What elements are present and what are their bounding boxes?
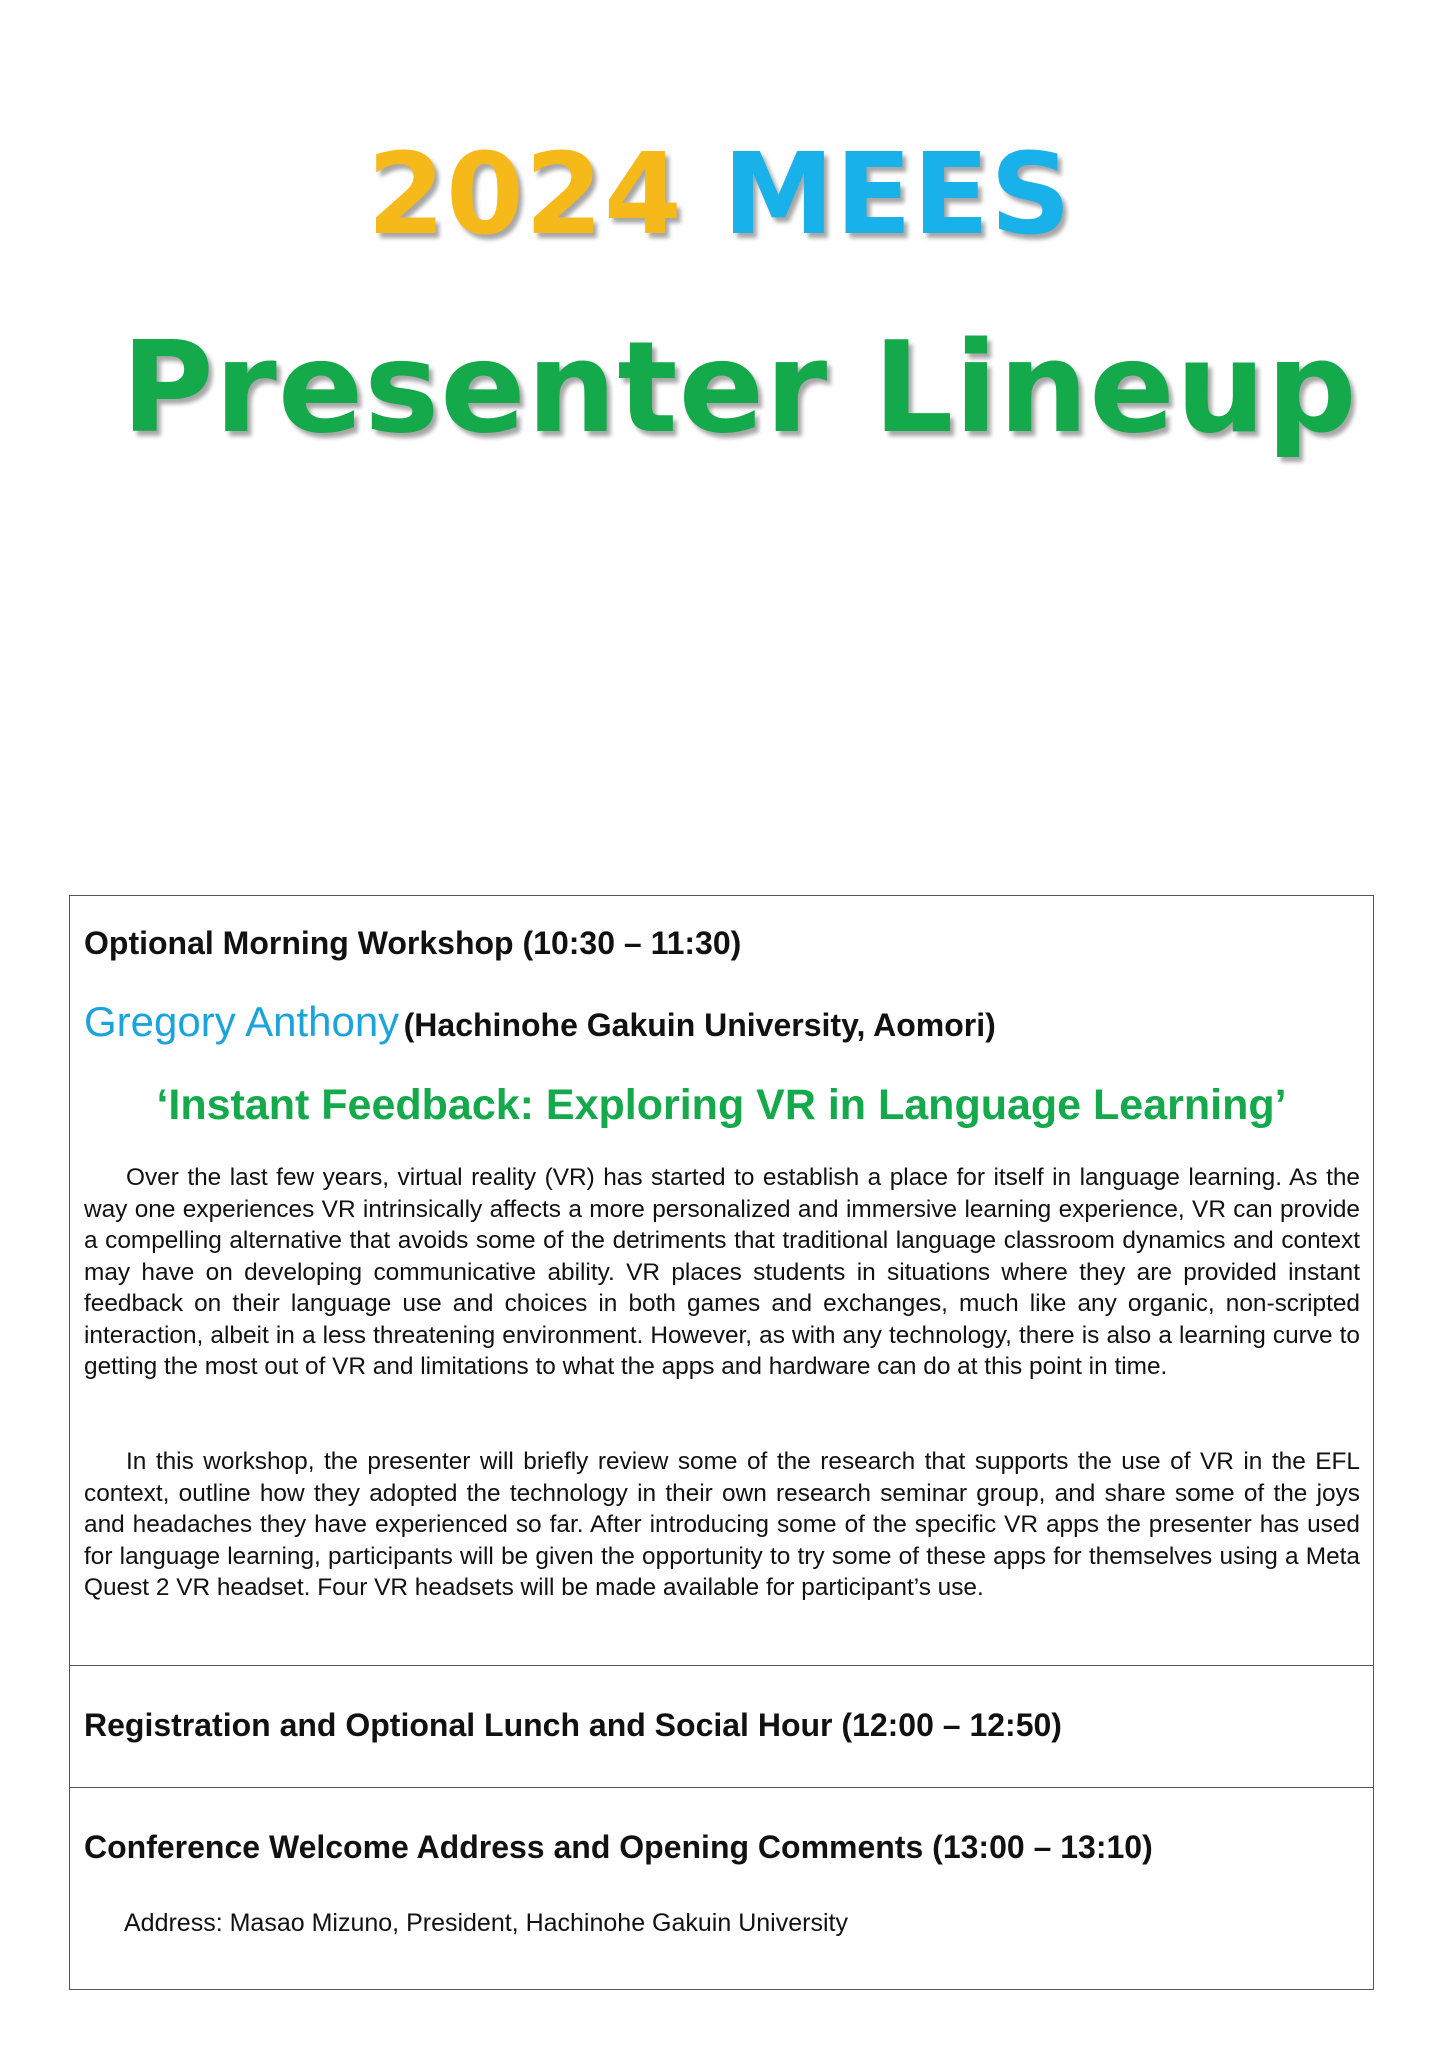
abstract-paragraph-1: Over the last few years, virtual reality (VR) has started to establish a place for itself in language learning. As the way one experiences VR intrinsically affects a more personalized and immersive learning experience, VR can provide a compelling alternative that avoids some of the detriments that traditional language classroom dynamics and context may have on developing communicative ability. VR places students in situations where they are provided instant feedback on their language use and choices in both games and exchanges, much like any organic, non-scripted interaction, albeit in a less threatening environment. However, as with any technology, there is also a learning curve to getting the most out of VR and limitations to what the apps and hardware can do at this point in time. xyxy=(84,1164,1360,1380)
title-org: MEES xyxy=(722,130,1072,260)
welcome-section xyxy=(70,1788,1373,1991)
program-table xyxy=(69,895,1374,1990)
talk-title: ‘Instant Feedback: Exploring VR in Language Learning’ xyxy=(156,1081,1287,1129)
registration-section xyxy=(70,1666,1373,1788)
workshop-section xyxy=(70,896,1373,1666)
welcome-address: Address: Masao Mizuno, President, Hachinohe Gakuin University xyxy=(124,1909,848,1937)
title-year: 2024 xyxy=(367,130,683,260)
page-title-line-2: Presenter Lineup xyxy=(121,314,1358,461)
presenter-line xyxy=(84,997,996,1047)
presenter-affiliation: (Hachinohe Gakuin University, Aomori) xyxy=(403,1007,996,1043)
welcome-heading: Conference Welcome Address and Opening Comments (13:00 – 13:10) xyxy=(84,1829,1153,1865)
page-title-line-1 xyxy=(0,130,1439,260)
abstract-paragraph-2: In this workshop, the presenter will briefly review some of the research that supports the use of VR in the EFL context, outline how they adopted the technology in their own research seminar group, and share some of the joys and headaches they have experienced so far. After introducing some of the specific VR apps the presenter has used for language learning, participants will be given the opportunity to try some of these apps for themselves using a Meta Quest 2 VR headset. Four VR headsets will be made available for participant’s use. xyxy=(84,1448,1360,1601)
presenter-name: Gregory Anthony xyxy=(84,998,400,1045)
workshop-heading: Optional Morning Workshop (10:30 – 11:30) xyxy=(84,925,742,961)
registration-heading: Registration and Optional Lunch and Social Hour (12:00 – 12:50) xyxy=(84,1707,1062,1743)
